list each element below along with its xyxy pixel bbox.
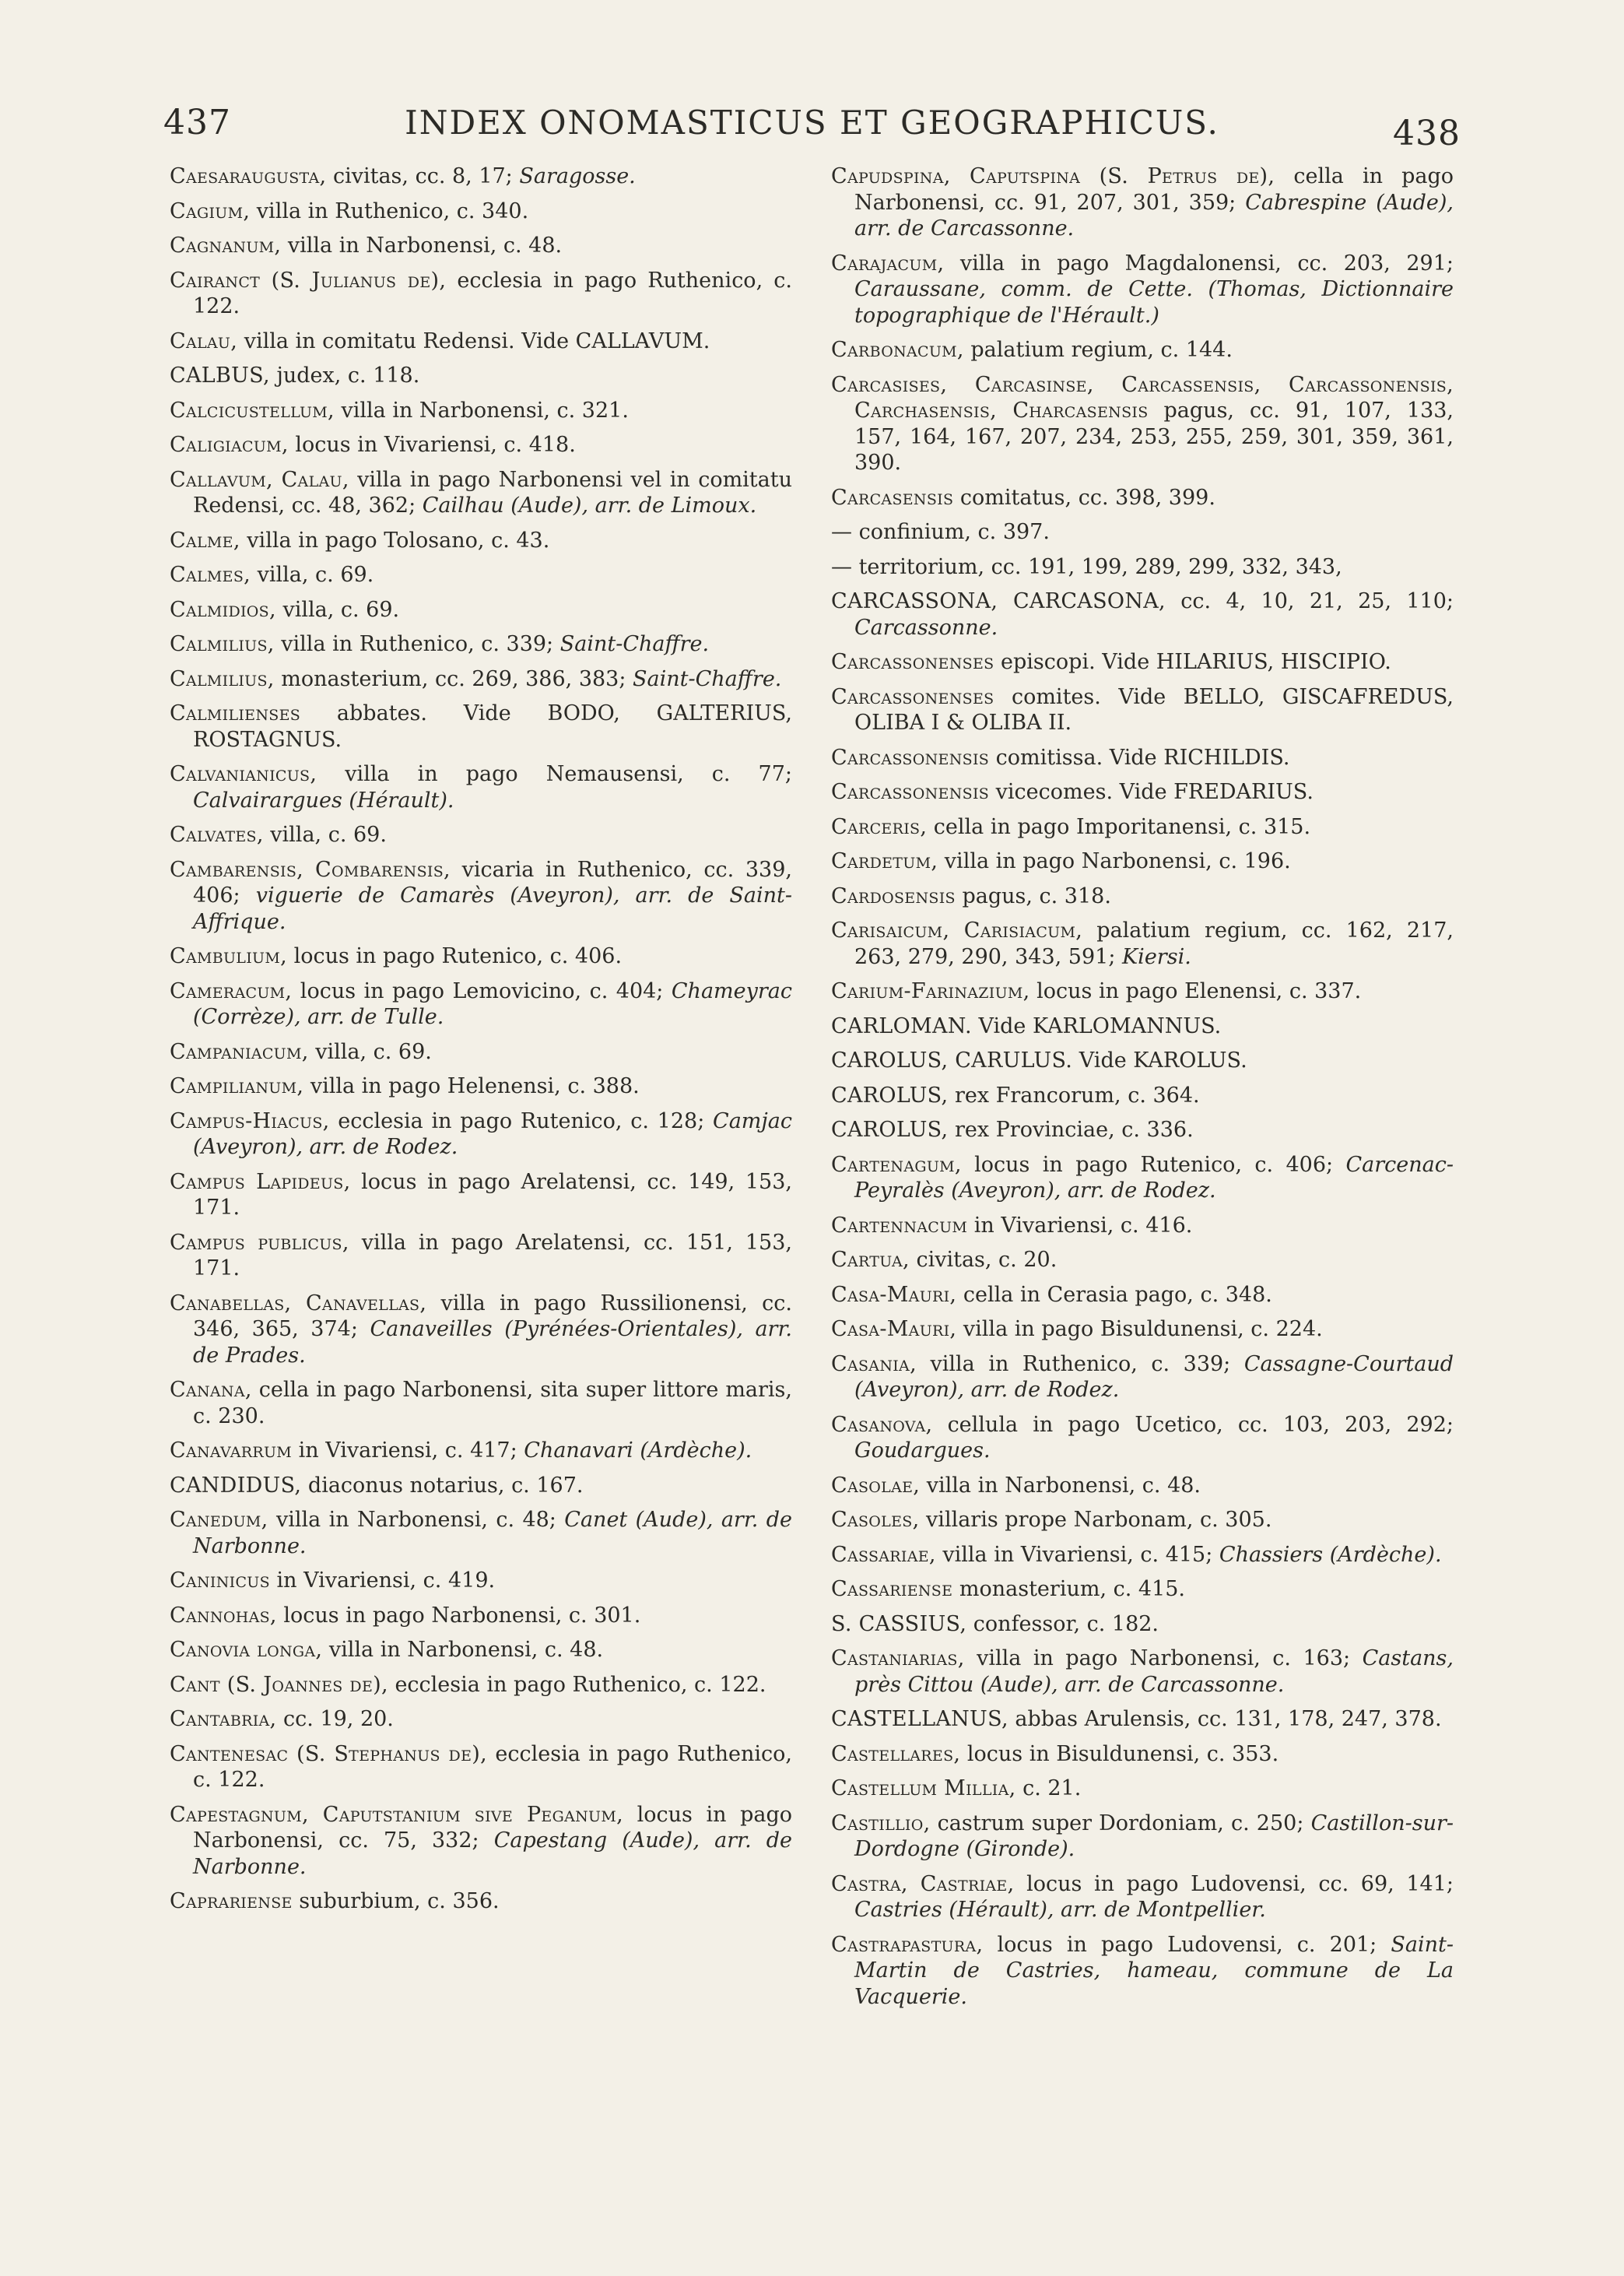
entry-headword: CANDIDUS, [170,1473,302,1498]
entry-headword: Calmes, [170,563,251,587]
entry-headword: Carbonacum, [831,338,964,362]
entry-text: civitas, c. 20. [909,1248,1058,1272]
index-entry [170,1507,792,1559]
index-entry [170,467,792,519]
entry-headword: Carium-Farinazium, [831,979,1030,1003]
entry-headword: Casa-Mauri, [831,1317,957,1341]
index-entry [831,848,1454,875]
entry-headword: Cameracum, [170,978,293,1003]
index-entry [831,519,1454,546]
index-entry [170,631,792,658]
entry-headword: Campus Lapideus, [170,1169,351,1194]
index-entry [170,1473,792,1499]
entry-location: Saragosse. [519,164,636,188]
entry-headword: Carcassonensis [831,780,990,804]
index-entry [831,1247,1454,1273]
entry-headword: Calcicustellum, [170,398,335,423]
entry-headword: Casa-Mauri, [831,1282,957,1307]
entry-headword: Carisaicum, Carisiacum, [831,918,1083,943]
entry-headword: Castillio, [831,1811,931,1835]
entry-location: Chameyrac (Corrèze), arr. de Tulle. [193,978,792,1029]
index-entry [831,814,1454,841]
entry-text: locus in pago Ludovensi, cc. 69, 141; [1014,1871,1454,1896]
index-entry [170,857,792,936]
entry-text: ecclesia in pago Ruthenico, c. 122. [193,268,793,318]
index-entry [170,1603,792,1629]
entry-text: locus in pago Rutenico, c. 406; [961,1152,1346,1177]
entry-headword: Carcassonenses [831,684,994,709]
entry-text: vicaria in Ruthenico, cc. 339, 406; [193,857,792,908]
index-entry [170,398,792,424]
index-entry [170,1802,792,1881]
entry-text: locus in pago Lemovicino, c. 404; [292,978,672,1003]
entry-headword: Canedum, [170,1508,268,1532]
entry-headword: Calmidios, [170,597,276,622]
entry-text: comitatus, cc. 398, 399. [953,485,1215,510]
index-entry [170,1438,792,1464]
page-number-right: 438 [1393,114,1461,153]
entry-text: abbates. Vide BODO, GALTERIUS, ROSTAGNUS. [193,701,792,752]
entry-headword: Carcasises, Carcasinse, Carcassensis, Carcassonensis, Carchasensis, Charcasensis [831,372,1454,423]
entry-location: Canet (Aude), arr. de Narbonne. [193,1508,793,1558]
index-entry [170,1377,792,1429]
entry-text: palatium regium, cc. 162, 217, 263, 279, 290, 343, 591; [854,918,1454,969]
entry-location: Chassiers (Ardèche). [1219,1542,1442,1567]
index-entry [170,432,792,458]
left-column [170,163,792,1923]
entry-text: Vide KAROLUS. [1072,1048,1247,1073]
entry-text: villa in pago Arelatensi, cc. 151, 153, 171. [193,1230,792,1280]
page-number-left: 437 [163,103,231,142]
entry-headword: Caligiacum, [170,433,289,457]
entry-text: villa in Ruthenico, c. 340. [250,198,529,223]
entry-text: confessor, c. 182. [966,1611,1159,1636]
index-entry [170,1672,792,1698]
entry-text: civitas, cc. 8, 17; [326,164,520,188]
entry-headword: Cant (S. Joannes de), [170,1672,388,1697]
index-entry [170,1291,792,1369]
entry-location: Saint-Martin de Castries, hameau, commune de La Vacquerie. [854,1932,1454,2009]
entry-text: cc. 19, 20. [276,1707,394,1731]
entry-text: locus in pago Narbonensi, cc. 75, 332; [193,1802,792,1853]
index-entry [831,978,1454,1005]
entry-text: villa in Ruthenico, c. 339; [916,1351,1244,1376]
entry-location: Carcenac-Peyralès (Aveyron), arr. de Rodez. [854,1152,1454,1203]
index-entry [170,328,792,355]
entry-headword: Callavum, Calau, [170,467,349,492]
entry-text: villa in pago Bisuldunensi, c. 224. [956,1317,1323,1341]
entry-text: villa in Vivariensi, c. 415; [935,1542,1219,1567]
index-entry [170,1568,792,1594]
right-column [831,163,1454,2018]
entry-headword: Cambulium, [170,944,287,968]
entry-headword: Cairanct (S. Julianus de), [170,268,447,293]
entry-text: villa in Narbonensi, c. 48. [920,1473,1201,1498]
index-entry [831,1542,1454,1568]
entry-headword: Campus-Hiacus, [170,1108,330,1133]
entry-headword: Carajacum, [831,251,945,276]
index-entry [170,363,792,389]
index-entry [831,1775,1454,1802]
entry-headword: Caninicus [170,1568,270,1593]
entry-headword: Capudspina, Caputspina (S. Petrus de), [831,164,1275,188]
entry-text: villa in pago Narbonensi, c. 163; [964,1646,1363,1670]
entry-headword: Cagnanum, [170,234,282,258]
entry-text: cella in pago Imporitanensi, c. 315. [927,814,1311,839]
entry-text: villa, c. 69. [251,563,374,587]
entry-headword: Carceris, [831,814,928,839]
entry-text: locus in pago Elenensi, c. 337. [1029,979,1362,1003]
entry-location: Cabrespine (Aude), arr. de Carcassonne. [854,190,1454,241]
entry-headword: Castaniarias, [831,1646,965,1670]
entry-text: episcopi. Vide HILARIUS, HISCIPIO. [994,650,1391,674]
entry-headword: Campaniacum, [170,1039,309,1064]
entry-text: comites. Vide BELLO, GISCAFREDUS, OLIBA I & OLIBA II. [854,684,1454,735]
index-entry [170,1888,792,1915]
entry-headword: CAROLUS, CARULUS. [831,1048,1073,1073]
index-entry [170,163,792,190]
entry-location: Castans, près Cittou (Aude), arr. de Carcassonne. [854,1646,1454,1697]
index-entry [831,1048,1454,1074]
entry-text: villa in pago Nemausensi, c. 77; [317,762,792,786]
entry-text: pagus, cc. 91, 107, 133, 157, 164, 167, 207, 234, 253, 255, 259, 301, 359, 361, 390. [854,399,1454,475]
entry-text: villa in pago Helenensi, c. 388. [303,1074,640,1098]
index-entry [170,822,792,848]
index-entry [831,1412,1454,1464]
entry-headword: Calme, [170,528,240,553]
entry-location: Castillon-sur-Dordogne (Gironde). [854,1811,1454,1861]
entry-text: villa in Narbonensi, c. 48; [268,1508,565,1532]
entry-text: villa in Narbonensi, c. 321. [334,398,629,423]
index-entry [831,1741,1454,1768]
entry-text: locus in pago Rutenico, c. 406. [286,944,623,968]
index-entry [170,1108,792,1161]
entry-text: villa in pago Narbonensi vel in comitatu Redensi, cc. 48, 362; [193,467,792,518]
index-entry [831,1213,1454,1239]
entry-text: locus in pago Arelatensi, cc. 149, 153, 171. [193,1169,792,1220]
entry-text: ecclesia in pago Ruthenico, c. 122. [388,1672,766,1697]
entry-text: cellula in pago Ucetico, cc. 103, 203, 292; [932,1412,1454,1437]
entry-location: Saint-Chaffre. [633,666,782,691]
entry-headword: Carcassonensis [831,745,990,770]
index-entry [831,1013,1454,1040]
entry-location: Capestang (Aude), arr. de Narbonne. [193,1828,792,1879]
entry-location: Cassagne-Courtaud (Aveyron), arr. de Rodez. [854,1351,1454,1402]
entry-text: cella in pago Narbonensi, sita super littore maris, c. 230. [193,1378,792,1428]
entry-headword: Castra, Castriae, [831,1871,1015,1896]
entry-text: villa in comitatu Redensi. Vide CALLAVUM. [237,328,710,353]
index-entry [170,597,792,623]
index-entry [170,1706,792,1733]
index-entry [170,666,792,693]
entry-text: villa, c. 69. [308,1039,432,1064]
index-entry [170,943,792,970]
entry-headword: Cantabria, [170,1707,277,1731]
entry-text: villa, c. 69. [275,597,400,622]
entry-headword: Cambarensis, Combarensis, [170,857,451,882]
entry-text: cella in Cerasia pago, c. 348. [956,1282,1272,1307]
entry-headword: Cassariae, [831,1542,936,1567]
index-entry [831,684,1454,736]
entry-headword: Casanova, [831,1412,933,1437]
entry-headword: CAROLUS, [831,1118,949,1142]
entry-text: monasterium, cc. 269, 386, 383; [274,666,633,691]
index-entry [831,337,1454,364]
index-entry [170,528,792,554]
entry-headword: S. CASSIUS, [831,1611,967,1636]
index-entry [831,554,1454,581]
entry-headword: Cannohas, [170,1603,277,1628]
entry-headword: Cardosensis [831,883,956,908]
entry-text: — confinium, c. 397. [831,520,1050,544]
entry-text: diaconus notarius, c. 167. [301,1473,584,1498]
entry-location: Canaveilles (Pyrénées-Orientales), arr. de Prades. [193,1317,792,1368]
entry-headword: CALBUS, [170,364,270,388]
entry-location: Chanavari (Ardèche). [524,1438,752,1463]
index-entry [170,233,792,259]
index-entry [831,745,1454,771]
index-entry [831,918,1454,970]
entry-text: cella in pago Narbonensi, cc. 91, 207, 301, 359; [854,164,1454,215]
entry-headword: Campus publicus, [170,1230,349,1255]
entry-headword: Calmilius, [170,666,275,691]
entry-headword: Castellum Millia, [831,1776,1016,1800]
entry-headword: Cagium, [170,198,251,223]
index-entry [831,485,1454,511]
index-entry [831,1932,1454,2011]
entry-headword: Canana, [170,1378,252,1402]
entry-headword: Calvanianicus, [170,762,317,786]
index-entry [170,1039,792,1066]
entry-headword: Capestagnum, Caputstanium sive Peganum, [170,1802,623,1827]
entry-headword: Cassariense [831,1577,953,1601]
index-entry [831,1083,1454,1109]
index-entry [831,779,1454,806]
page-header [163,100,1461,153]
index-entry [831,883,1454,910]
entry-text: rex Provinciae, c. 336. [948,1118,1194,1142]
index-entry [831,163,1454,242]
entry-headword: Caesaraugusta, [170,164,327,188]
entry-headword: Canavarrum [170,1438,293,1463]
index-entry [170,562,792,588]
index-entry [170,1637,792,1663]
entry-text: ecclesia in pago Rutenico, c. 128; [329,1108,714,1133]
index-entry [831,1811,1454,1863]
index-entry [170,1741,792,1793]
entry-text: pagus, c. 318. [955,883,1111,908]
index-entry [170,761,792,813]
entry-text: abbas Arulensis, cc. 131, 178, 247, 378. [1008,1707,1442,1731]
entry-headword: Canovia longa, [170,1638,323,1662]
entry-location: Caraussane, comm. de Cette. (Thomas, Dictionnaire topographique de l'Hérault.) [854,277,1454,328]
index-entry [831,1646,1454,1698]
index-entry [170,978,792,1031]
entry-text: locus in pago Ludovensi, c. 201; [983,1932,1391,1957]
entry-headword: Canabellas, Canavellas, [170,1291,427,1315]
entry-headword: CAROLUS, [831,1083,949,1108]
entry-text: villa in Narbonensi, c. 48. [281,234,563,258]
entry-location: Kiersi. [1122,944,1191,969]
entry-location: viguerie de Camarès (Aveyron), arr. de Saint-Affrique. [193,883,792,934]
index-entry [831,1282,1454,1308]
index-entry [831,1611,1454,1638]
index-entry [170,268,792,320]
index-entry [170,1230,792,1282]
index-entry [831,1576,1454,1603]
entry-text: villa in pago Magdalonensi, cc. 203, 291; [944,251,1454,276]
entry-headword: Caprariense [170,1889,293,1913]
index-entry [831,372,1454,476]
index-entry [831,1316,1454,1343]
entry-text: in Vivariensi, c. 416. [967,1213,1193,1238]
entry-text: in Vivariensi, c. 419. [269,1568,496,1593]
entry-headword: Cartennacum [831,1213,968,1238]
entry-text: locus in Bisuldunensi, c. 353. [960,1741,1279,1766]
entry-headword: Carcassonenses [831,650,994,674]
entry-text: vicecomes. Vide FREDARIUS. [989,780,1314,804]
entry-text: c. 21. [1015,1776,1082,1800]
entry-headword: Casoles, [831,1508,920,1532]
index-entry [170,198,792,225]
entry-text: cc. 4, 10, 21, 25, 110; [1165,589,1454,613]
entry-text: villa, c. 69. [263,823,387,847]
entry-headword: Calvates, [170,823,264,847]
entry-headword: Calau, [170,328,238,353]
index-entry [831,1871,1454,1923]
index-entry [831,1507,1454,1533]
entry-text: villa in Ruthenico, c. 339; [274,632,560,656]
entry-headword: Cantenesac (S. Stephanus de), [170,1741,487,1766]
entry-text: castrum super Dordoniam, c. 250; [930,1811,1311,1835]
entry-location: Castries (Hérault), arr. de Montpellier. [854,1898,1266,1922]
index-entry [831,1117,1454,1143]
entry-text: locus in pago Narbonensi, c. 301. [276,1603,641,1628]
running-title: INDEX ONOMASTICUS ET GEOGRAPHICUS. [405,104,1219,142]
entry-headword: Cardetum, [831,849,938,873]
entry-text: in Vivariensi, c. 417; [292,1438,524,1463]
entry-location: Calvairargues (Hérault). [193,788,454,813]
entry-headword: CARCASSONA, CARCASONA, [831,589,1166,613]
index-entry [170,1073,792,1100]
entry-text: monasterium, c. 415. [952,1577,1186,1601]
entry-text: Vide KARLOMANNUS. [971,1013,1222,1038]
entry-location: Cailhau (Aude), arr. de Limoux. [422,493,757,518]
entry-text: palatium regium, c. 144. [963,338,1233,362]
entry-headword: Campilianum, [170,1074,304,1098]
index-entry [831,1473,1454,1499]
entry-headword: CASTELLANUS, [831,1707,1008,1731]
entry-location: Carcassonne. [854,615,998,640]
entry-headword: Cartua, [831,1248,910,1272]
entry-headword: Calmilienses [170,701,301,725]
entry-headword: Casolae, [831,1473,921,1498]
entry-headword: Castrapastura, [831,1932,984,1957]
index-entry [831,1351,1454,1403]
entry-headword: Calmilius, [170,632,275,656]
entry-text: rex Francorum, c. 364. [948,1083,1200,1108]
entry-text: comitissa. Vide RICHILDIS. [989,745,1290,770]
entry-location: Saint-Chaffre. [559,632,710,656]
entry-text: villa in pago Russilionensi, cc. 346, 365, 374; [193,1291,792,1341]
entry-text: ecclesia in pago Ruthenico, c. 122. [193,1741,792,1792]
entry-text: villa in pago Tolosano, c. 43. [240,528,550,553]
entry-location: Camjac (Aveyron), arr. de Rodez. [193,1108,792,1159]
entry-text: locus in Vivariensi, c. 418. [288,433,576,457]
entry-text: villa in pago Narbonensi, c. 196. [938,849,1291,873]
entry-headword: Casania, [831,1351,917,1376]
entry-headword: Carcasensis [831,485,954,510]
entry-text: villaris prope Narbonam, c. 305. [919,1508,1272,1532]
index-entry [831,1706,1454,1733]
entry-headword: CARLOMAN. [831,1013,972,1038]
index-entry [831,649,1454,676]
entry-text: villa in Narbonensi, c. 48. [322,1638,604,1662]
entry-text: suburbium, c. 356. [292,1889,500,1913]
entry-headword: Castellares, [831,1741,961,1766]
index-entry [831,588,1454,641]
index-entry [831,1152,1454,1204]
entry-headword: Cartenagum, [831,1152,962,1177]
index-entry [170,1169,792,1221]
index-entry [170,701,792,753]
index-entry [831,251,1454,329]
entry-location: Goudargues. [854,1438,991,1463]
entry-text: — territorium, cc. 191, 199, 289, 299, 332, 343, [831,554,1342,579]
entry-text: judex, c. 118. [269,364,420,388]
